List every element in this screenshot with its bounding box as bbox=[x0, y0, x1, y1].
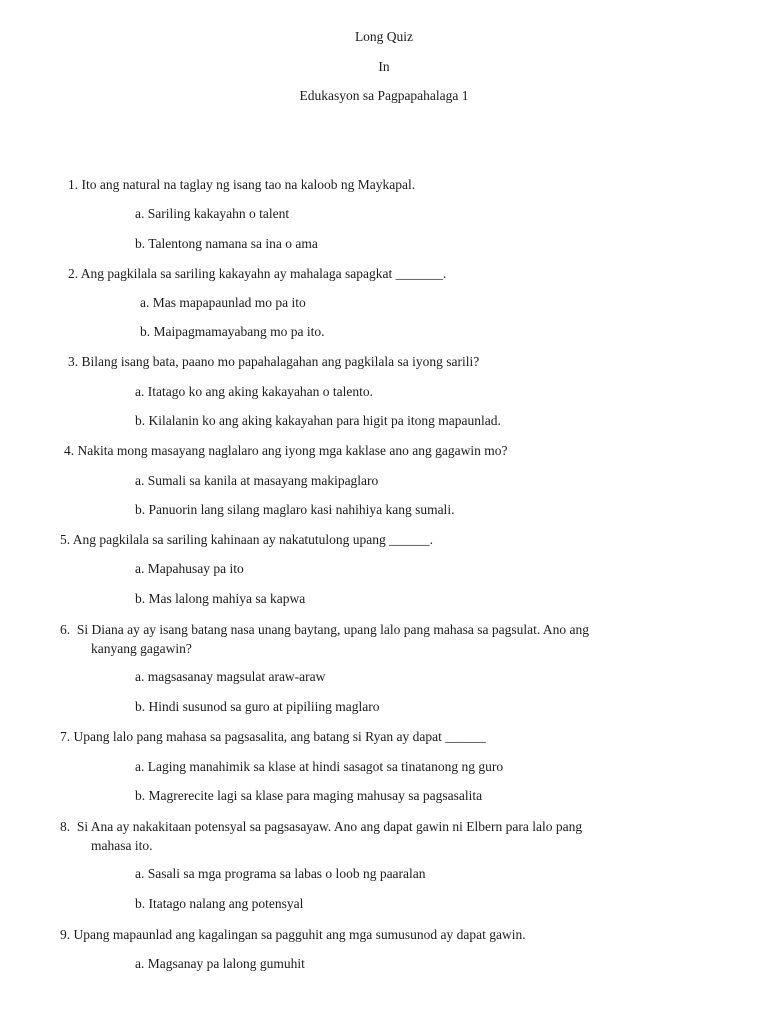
question-1-option-b: b. Talentong namana sa ina o ama bbox=[135, 236, 318, 251]
question-number: 9. bbox=[60, 927, 71, 942]
question-text-continuation: kanyang gagawin? bbox=[91, 641, 192, 656]
question-text: Nakita mong masayang naglalaro ang iyong mga kaklase ano ang gagawin mo? bbox=[77, 443, 508, 458]
question-6 bbox=[60, 620, 678, 658]
question-text: Upang lalo pang mahasa sa pagsasalita, ang batang si Ryan ay dapat ______ bbox=[73, 729, 486, 744]
question-5-option-b: b. Mas lalong mahiya sa kapwa bbox=[135, 591, 306, 606]
question-7-option-a: a. Laging manahimik sa klase at hindi sasagot sa tinatanong ng guro bbox=[135, 759, 504, 774]
question-number: 8. bbox=[60, 819, 71, 834]
question-text: Si Diana ay ay isang batang nasa unang baytang, upang lalo pang mahasa sa pagsulat. Ano ang bbox=[76, 622, 589, 637]
question-5-option-a: a. Mapahusay pa ito bbox=[135, 561, 244, 576]
quiz-title: Long Quiz bbox=[354, 29, 414, 44]
question-4-option-b: b. Panuorin lang silang maglaro kasi nahihiya kang sumali. bbox=[135, 502, 455, 517]
question-text-continuation: mahasa ito. bbox=[91, 838, 153, 853]
question-text: Ito ang natural na taglay ng isang tao na kaloob ng Maykapal. bbox=[81, 177, 416, 192]
question-3-option-a: a. Itatago ko ang aking kakayahan o talento. bbox=[135, 384, 374, 399]
question-7 bbox=[60, 728, 486, 746]
question-text: Upang mapaunlad ang kagalingan sa pagguhit ang mga sumusunod ay dapat gawin. bbox=[73, 927, 526, 942]
question-text: Bilang isang bata, paano mo papahalagahan ang pagkilala sa iyong sarili? bbox=[81, 354, 480, 369]
question-1 bbox=[68, 176, 415, 194]
question-9 bbox=[60, 926, 526, 944]
question-2-option-b: b. Maipagmamayabang mo pa ito. bbox=[140, 324, 325, 339]
subject-title: Edukasyon sa Pagpapahalaga 1 bbox=[299, 88, 469, 103]
question-4-option-a: a. Sumali sa kanila at masayang makipaglaro bbox=[135, 473, 379, 488]
question-9-option-a: a. Magsanay pa lalong gumuhit bbox=[135, 956, 305, 971]
question-3-option-b: b. Kilalanin ko ang aking kakayahan para higit pa itong mapaunlad. bbox=[135, 413, 501, 428]
question-6-option-b: b. Hindi susunod sa guro at pipiliing maglaro bbox=[135, 699, 380, 714]
question-8 bbox=[60, 817, 678, 855]
question-5 bbox=[60, 531, 433, 549]
question-number: 2. bbox=[68, 266, 79, 281]
question-4 bbox=[64, 442, 508, 460]
question-number: 1. bbox=[68, 177, 79, 192]
question-text: Si Ana ay nakakitaan potensyal sa pagsasayaw. Ano ang dapat gawin ni Elbern para lalo pang bbox=[76, 819, 583, 834]
question-8-option-b: b. Itatago nalang ang potensyal bbox=[135, 896, 304, 911]
question-2-option-a: a. Mas mapapaunlad mo pa ito bbox=[140, 295, 306, 310]
quiz-title-connector: In bbox=[378, 59, 390, 74]
question-number: 5. bbox=[60, 532, 71, 547]
question-8-option-a: a. Sasali sa mga programa sa labas o loob ng paaralan bbox=[135, 866, 426, 881]
question-text: Ang pagkilala sa sariling kahinaan ay nakatutulong upang ______. bbox=[72, 532, 434, 547]
question-7-option-b: b. Magrerecite lagi sa klase para maging mahusay sa pagsasalita bbox=[135, 788, 483, 803]
question-1-option-a: a. Sariling kakayahn o talent bbox=[135, 206, 290, 221]
question-2 bbox=[68, 265, 446, 283]
question-number: 7. bbox=[60, 729, 71, 744]
question-3 bbox=[68, 353, 479, 371]
question-text: Ang pagkilala sa sariling kakayahn ay mahalaga sapagkat _______. bbox=[80, 266, 447, 281]
question-number: 4. bbox=[64, 443, 75, 458]
question-6-option-a: a. magsasanay magsulat araw-araw bbox=[135, 669, 326, 684]
question-number: 6. bbox=[60, 622, 71, 637]
question-number: 3. bbox=[68, 354, 79, 369]
